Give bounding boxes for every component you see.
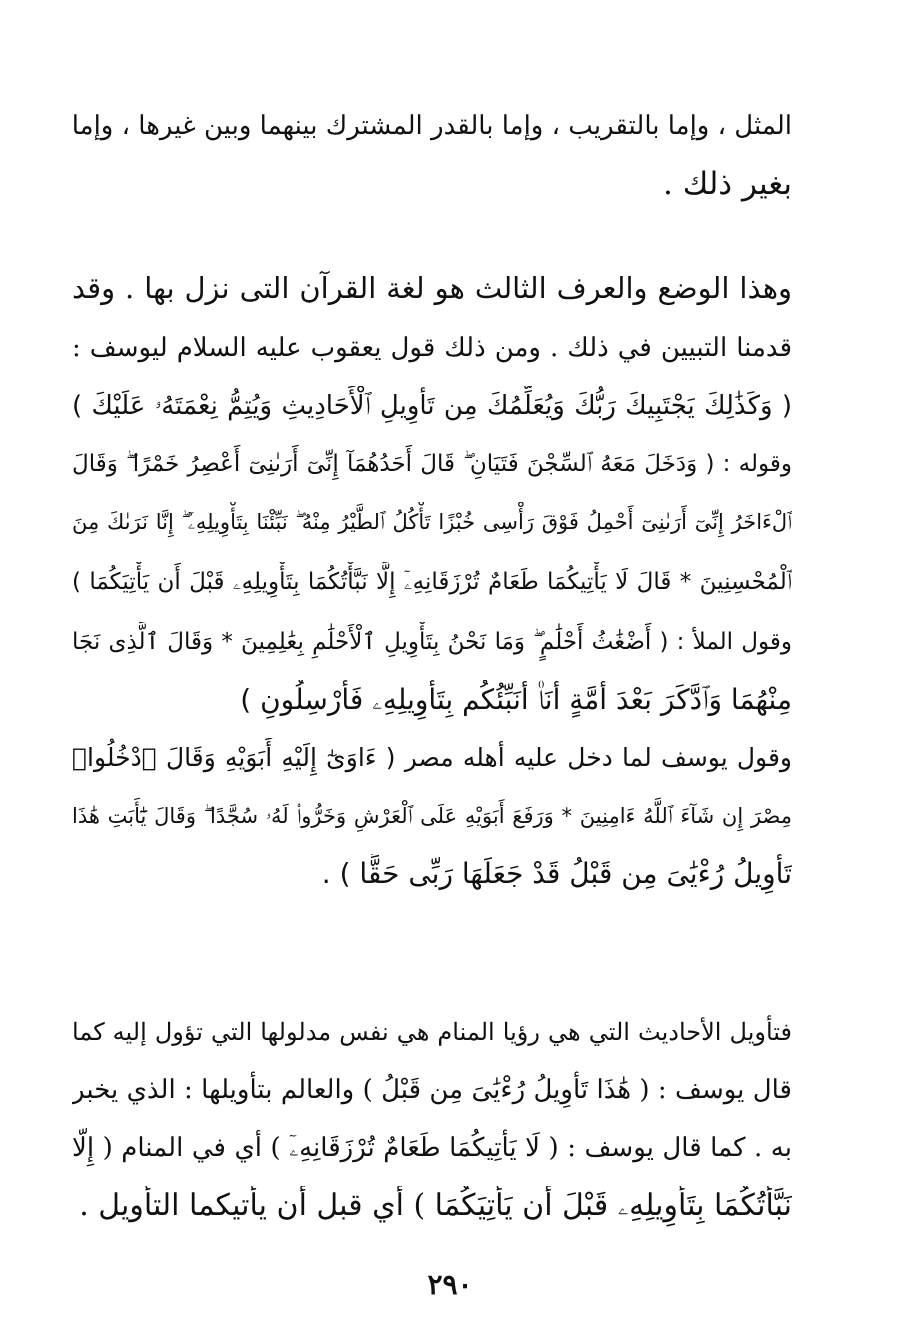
text-line: به . كما قال يوسف : ( لَا يَأْتِيكُمَا طَعَامٌ تُرْزَقَانِهِۦٓ ) أي في المنام ( إِلَّا [72, 1133, 792, 1163]
quran-verse-line: ٱلْءَاخَرُ إِنِّىٓ أَرَىٰنِىٓ أَحْمِلُ فَوْقَ رَأْسِى خُبْزًا تَأْكُلُ ٱلطَّيْرُ مِنْهُ ۖ نَبِّئْنَا بِتَأْوِيلِهِۦٓ ۖ إِنَّا نَرَىٰكَ مِنَ [72, 510, 792, 534]
text-line: المثل ، وإما بالتقريب ، وإما بالقدر المشترك بينهما وبين غيرها ، وإما [72, 111, 792, 141]
quran-verse-line: وقول الملأ : ( أَضْغَٰثُ أَحْلَٰمٍ ۖ وَمَا نَحْنُ بِتَأْوِيلِ ٱلْأَحْلَٰمِ بِعَٰلِمِينَ * وَقَالَ ٱلَّذِى نَجَا [72, 629, 792, 655]
quran-verse-line: مِصْرَ إِن شَآءَ ٱللَّهُ ءَامِنِينَ * وَرَفَعَ أَبَوَيْهِ عَلَى ٱلْعَرْشِ وَخَرُّوا۟ لَهُۥ سُجَّدًا ۖ وَقَالَ يَٰٓأَبَتِ هَٰذَا [72, 804, 792, 828]
text-line: قال يوسف : ( هَٰذَا تَأْوِيلُ رُءْيَٰىَ مِن قَبْلُ ) والعالم بتأويلها : الذي يخبر [72, 1075, 792, 1105]
quran-verse-line: ( وَكَذَٰلِكَ يَجْتَبِيكَ رَبُّكَ وَيُعَلِّمُكَ مِن تَأْوِيلِ ٱلْأَحَادِيثِ وَيُتِمُّ نِعْمَتَهُۥ عَلَيْكَ ) [72, 391, 792, 421]
quran-verse-line: وقول يوسف لما دخل عليه أهله مصر ( ءَاوَىٰٓ إِلَيْهِ أَبَوَيْهِ وَقَالَ ٱدْخُلُوا۟ [72, 743, 792, 772]
quran-verse-line: مِنْهُمَا وَٱدَّكَرَ بَعْدَ أُمَّةٍ أَنَا۠ أُنَبِّئُكُم بِتَأْوِيلِهِۦ فَأَرْسِلُونِ ) [240, 683, 792, 716]
quran-verse-line: ٱلْمُحْسِنِينَ * قَالَ لَا يَأْتِيكُمَا طَعَامٌ تُرْزَقَانِهِۦٓ إِلَّا نَبَّأْتُكُمَا بِتَأْوِيلِهِۦ قَبْلَ أَن يَأْتِيَكُمَا ) [72, 569, 792, 595]
text-line: نَبَّأْتُكُمَا بِتَأْوِيلِهِۦ قَبْلَ أَن يَأْتِيَكُمَا ) أي قبل أن يأتيكما التأويل . [79, 1188, 792, 1223]
quran-verse-line: تَأْوِيلُ رُءْيَٰىَ مِن قَبْلُ قَدْ جَعَلَهَا رَبِّى حَقًّا ) . [321, 857, 792, 890]
text-line: وهذا الوضع والعرف الثالث هو لغة القرآن التى نزل بها . وقد [72, 271, 792, 305]
page-number: ٢٩٠ [427, 1268, 473, 1301]
text-line: بغير ذلك . [663, 166, 792, 202]
quran-verse-line: وقوله : ( وَدَخَلَ مَعَهُ ٱلسِّجْنَ فَتَيَانِ ۖ قَالَ أَحَدُهُمَآ إِنِّىٓ أَرَىٰنِىٓ أَعْصِرُ خَمْرًا ۖ وَقَالَ [72, 451, 792, 477]
text-line: فتأويل الأحاديث التي هي رؤيا المنام هي نفس مدلولها التي تؤول إليه كما [72, 1018, 792, 1046]
text-line: قدمنا التبيين في ذلك . ومن ذلك قول يعقوب عليه السلام ليوسف : [72, 333, 792, 363]
